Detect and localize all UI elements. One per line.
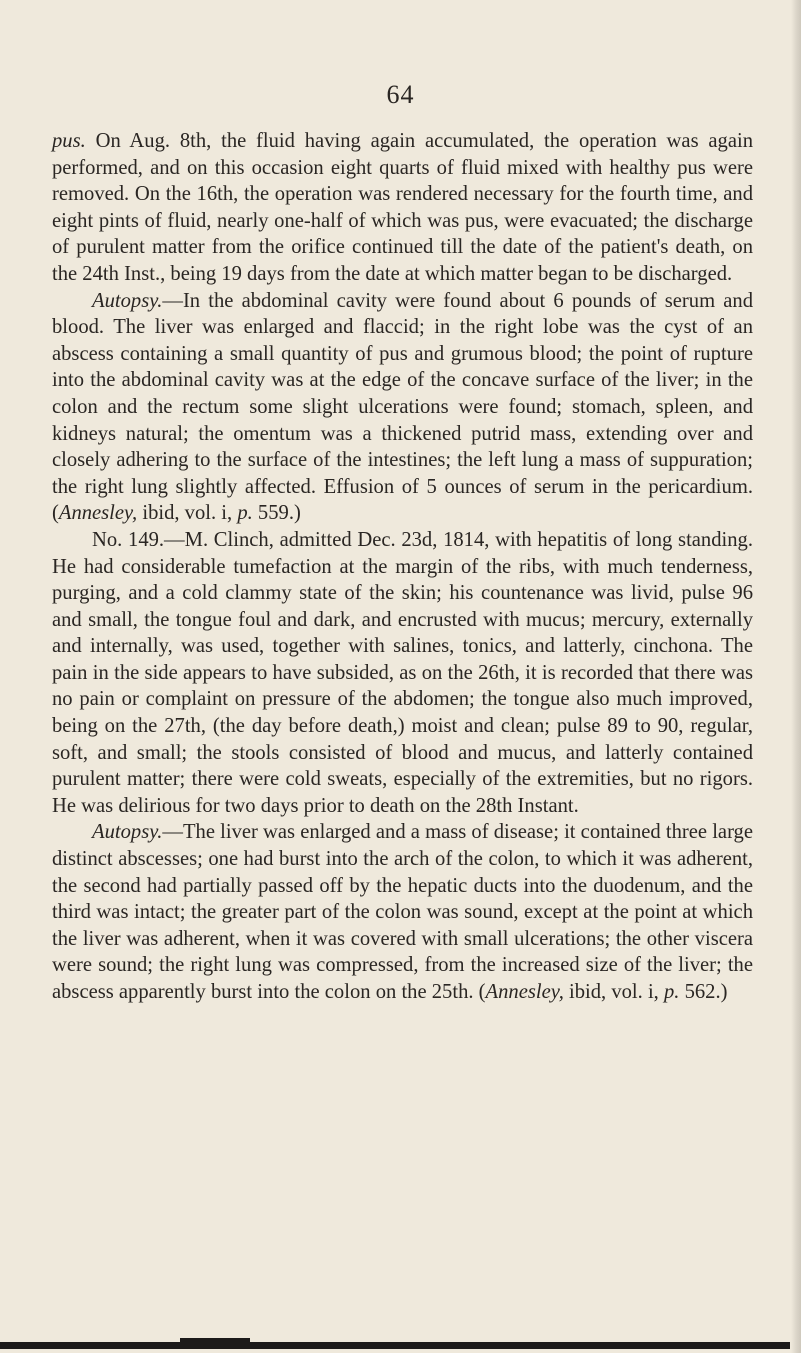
paragraph-pus-continuation xyxy=(52,128,753,288)
paragraph-text: On Aug. 8th, the fluid having again accumulated, the operation was again performed, and on this occasion eight quarts of fluid mixed with healthy pus were removed. On the 16th, the operation was rendered necessary for the fourth time, and eight pints of fluid, nearly one-half of which was pus, were evacuated; the discharge of purulent matter from the orifice continued till the date of the patient's death, on the 24th Inst., being 19 days from the date at which matter began to be discharged. xyxy=(52,130,753,285)
paragraph-autopsy-1 xyxy=(52,288,753,527)
citation-author: Annesley, xyxy=(485,981,564,1003)
citation-page-label: p. xyxy=(237,502,253,525)
page-bottom-border xyxy=(0,1342,790,1349)
citation-author: Annesley, xyxy=(58,502,138,525)
citation-page: 562.) xyxy=(679,981,728,1003)
paragraph-text: No. 149.—M. Clinch, admitted Dec. 23d, 1814, with hepatitis of long standing. He had considerable tumefaction at the margin of the ribs, with much tenderness, purging, and a cold clammy state of the skin; his countenance was livid, pulse 96 and small, the tongue foul and dark, and encrusted with mucus; mercury, externally and internally, was used, together with salines, tonics, and latterly, cinchona. The pain in the side appears to have subsided, as on the 26th, it is recorded that there was no pain or complaint on pressure of the abdomen; the tongue also much improved, being on the 27th, (the day before death,) moist and clean; pulse 89 to 90, regular, soft, and small; the stools consisted of blood and mucus, and latterly contained purulent matter; there were cold sweats, especially of the extremities, but no rigors. He was delirious for two days prior to death on the 28th Instant. xyxy=(52,528,753,817)
paragraph-lead-word: Autopsy. xyxy=(92,821,163,844)
paragraph-case-149 xyxy=(52,527,753,820)
citation-page: 559.) xyxy=(252,502,301,525)
paragraph-lead-word: Autopsy. xyxy=(92,289,163,312)
paragraph-text: —The liver was enlarged and a mass of disease; it contained three large distinct abscesses; one had burst into the arch of the colon, to which it was adherent, the second had partially passed off by the hepatic ducts into the duodenum, and the third was intact; the greater part of the colon was sound, except at the point at which the liver was adherent, when it was covered with small ulcerations; the other viscera were sound; the right lung was compressed, from the increased size of the liver; the abscess apparently burst into the colon on the 25th. ( xyxy=(52,821,753,1003)
page-edge-shadow xyxy=(791,0,801,1353)
paragraph-lead-word: pus. xyxy=(52,130,86,152)
paragraph-text: —In the abdominal cavity were found about 6 pounds of serum and blood. The liver was enlarged and flaccid; in the right lobe was the cyst of an abscess containing a small quantity of pus and grumous blood; the point of rupture into the abdominal cavity was at the edge of the concave surface of the liver; in the colon and the rectum some slight ulcerations were found; stomach, spleen, and kidneys natural; the omentum was a thickened putrid mass, extending over and closely adhering to the surface of the intestines; the left lung a mass of suppuration; the right lung slightly affected. Effusion of 5 ounces of serum in the pericardium. ( xyxy=(52,289,753,525)
citation-page-label: p. xyxy=(663,981,680,1003)
page-number: 64 xyxy=(386,80,415,109)
paragraph-autopsy-2 xyxy=(52,819,753,1005)
citation-text: ibid, vol. i, xyxy=(137,502,238,525)
citation-text: ibid, vol. i, xyxy=(563,981,664,1003)
page-body xyxy=(52,128,753,1006)
